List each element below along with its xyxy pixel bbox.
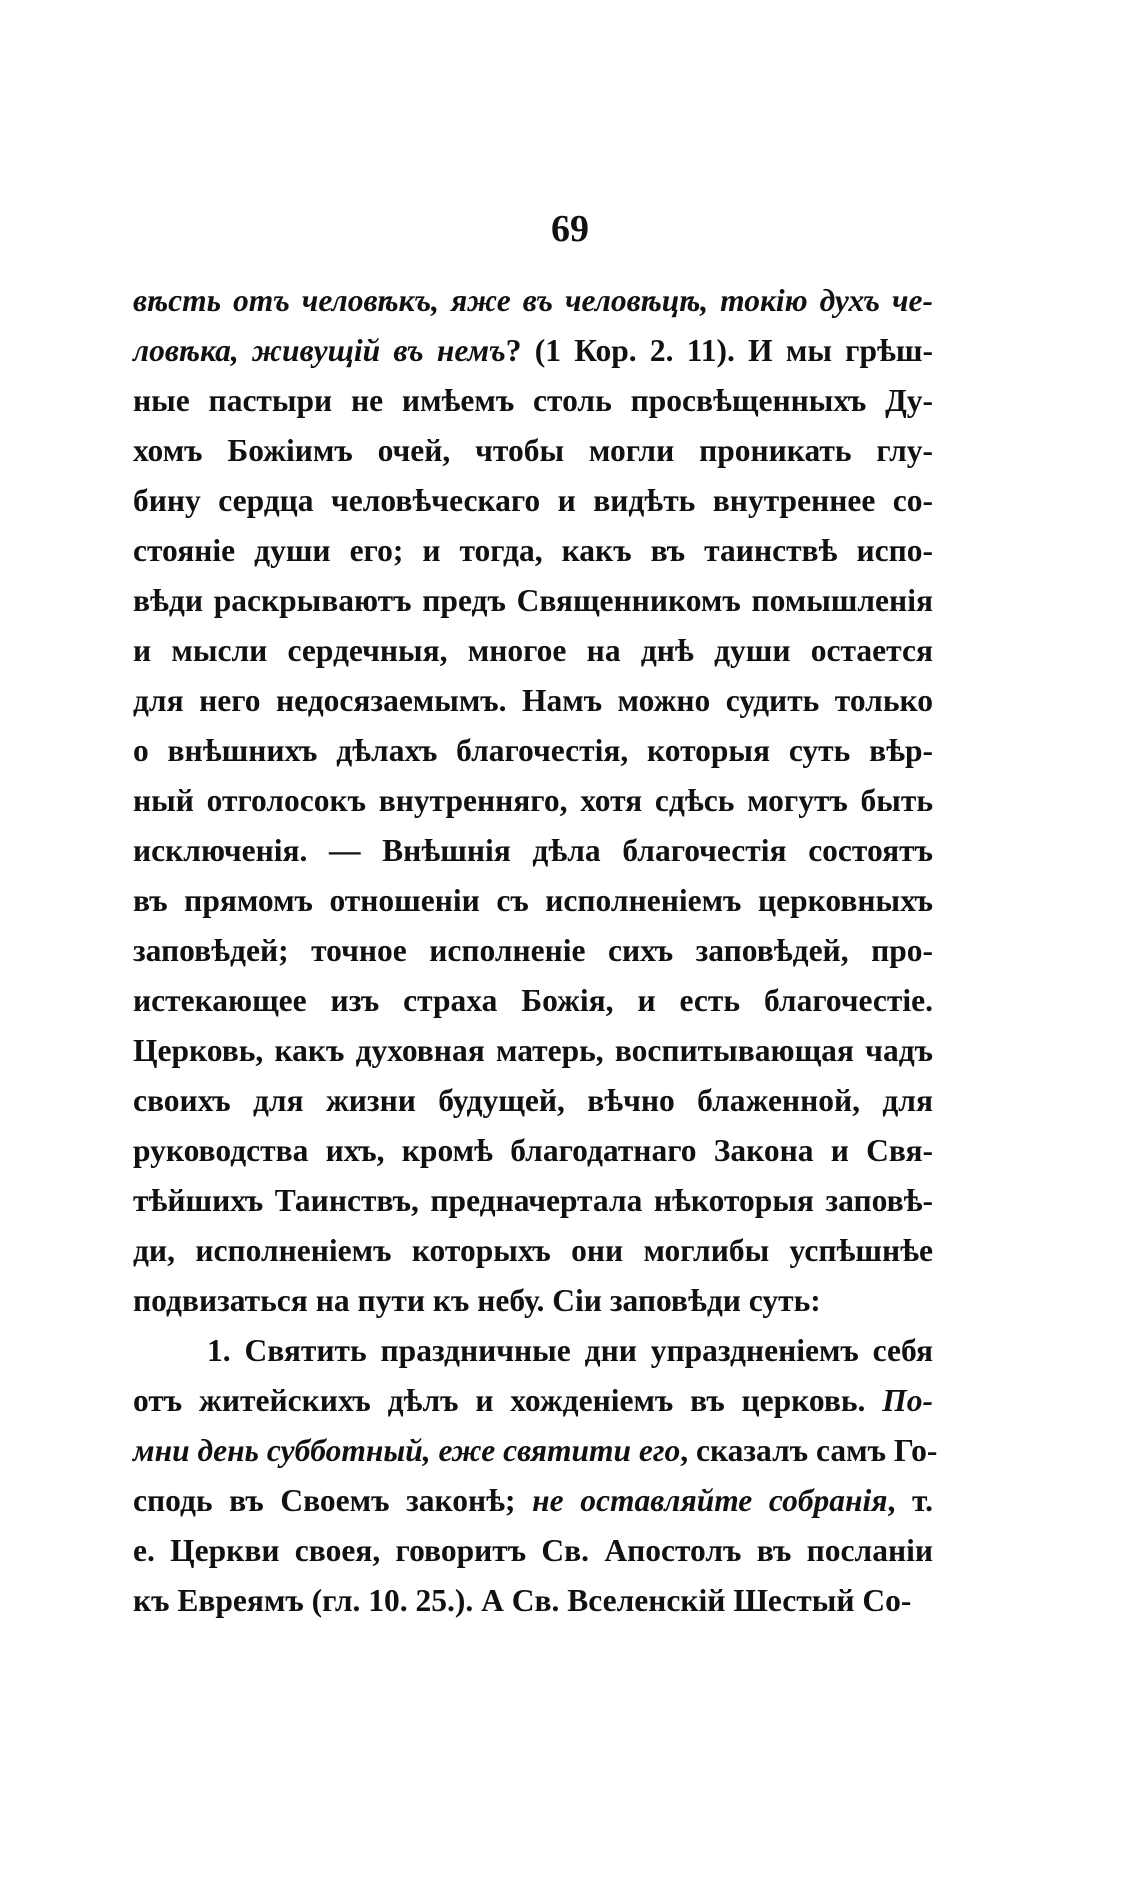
text-line [133,526,933,576]
text-line [133,1426,938,1476]
body-text [133,276,938,1626]
text-line [133,676,933,726]
text-segment: для него недосязаемымъ. Намъ можно судить только [133,683,933,718]
text-line [133,1376,933,1426]
text-line [133,1276,933,1326]
text-segment: е. Церкви своея, говоритъ Св. Апостолъ въ посланіи [133,1533,933,1568]
text-segment: руководства ихъ, кромѣ благодатнаго Закона и Свя- [133,1133,933,1168]
text-segment: своихъ для жизни будущей, вѣчно блаженной, для [133,1083,933,1118]
text-segment: о внѣшнихъ дѣлахъ благочестія, которыя суть вѣр- [133,733,933,768]
text-segment: заповѣдей; точное исполненіе сихъ заповѣдей, про- [133,933,933,968]
text-segment: исключенія. — Внѣшнія дѣла благочестія состоятъ [133,833,933,868]
italic-text: ловѣка, живущій въ немъ [133,333,506,368]
italic-text: вѣсть отъ человѣкъ, яже въ человѣцѣ, токію духъ че- [133,283,933,318]
text-segment: вѣди раскрываютъ предъ Священникомъ помышленія [133,583,933,618]
text-line [133,876,933,926]
text-segment: и мысли сердечныя, многое на днѣ души остается [133,633,933,668]
text-line [133,426,933,476]
italic-text: мни день субботный, еже святити его [133,1433,681,1468]
page-number: 69 [551,208,589,250]
text-line [133,276,933,326]
text-segment: , т. [887,1483,933,1518]
italic-text: По- [882,1383,933,1418]
text-segment: ? (1 Кор. 2. 11). И мы грѣш- [505,333,933,368]
text-line [133,926,933,976]
text-line [133,1576,933,1626]
text-line [133,726,933,776]
text-line [133,1476,933,1526]
text-segment: бину сердца человѣческаго и видѣть внутреннее со- [133,483,933,518]
text-segment: подвизаться на пути къ небу. Сіи заповѣди суть: [133,1283,821,1318]
text-segment: тѣйшихъ Таинствъ, предначертала нѣкоторыя заповѣ- [133,1183,933,1218]
text-segment: хомъ Божіимъ очей, чтобы могли проникать глу- [133,433,933,468]
text-line [133,1026,933,1076]
italic-text: не оставляйте собранія [532,1483,888,1518]
text-segment: ные пастыри не имѣемъ столь просвѣщенныхъ Ду- [133,383,933,418]
text-line [133,1176,933,1226]
text-segment: 1. Святить праздничные дни упраздненіемъ себя [207,1333,933,1368]
text-line [133,1126,933,1176]
text-segment: сподь въ Своемъ законѣ; [133,1483,533,1518]
text-line [133,476,933,526]
text-line [133,626,933,676]
text-line [133,976,933,1026]
text-line [133,1076,933,1126]
text-segment: Церковь, какъ духовная матерь, воспитывающая чадъ [133,1033,933,1068]
text-line [133,326,933,376]
text-line [133,826,933,876]
text-line [133,776,933,826]
text-segment: ди, исполненіемъ которыхъ они моглибы успѣшнѣе [133,1233,933,1268]
text-line [133,376,933,426]
text-segment: истекающее изъ страха Божія, и есть благочестіе. [133,983,933,1018]
text-line [133,1326,933,1376]
text-segment: стояніе души его; и тогда, какъ въ таинствѣ испо- [133,533,933,568]
text-segment: ный отголосокъ внутренняго, хотя сдѣсь могутъ быть [133,783,933,818]
text-segment: къ Евреямъ (гл. 10. 25.). А Св. Вселенскій Шестый Со- [133,1583,912,1618]
text-line [133,576,933,626]
text-line [133,1526,933,1576]
text-segment: отъ житейскихъ дѣлъ и хожденіемъ въ церковь. [133,1383,883,1418]
text-segment: , сказалъ самъ Го- [680,1433,938,1468]
text-line [133,1226,933,1276]
text-segment: въ прямомъ отношеніи съ исполненіемъ церковныхъ [133,883,933,918]
